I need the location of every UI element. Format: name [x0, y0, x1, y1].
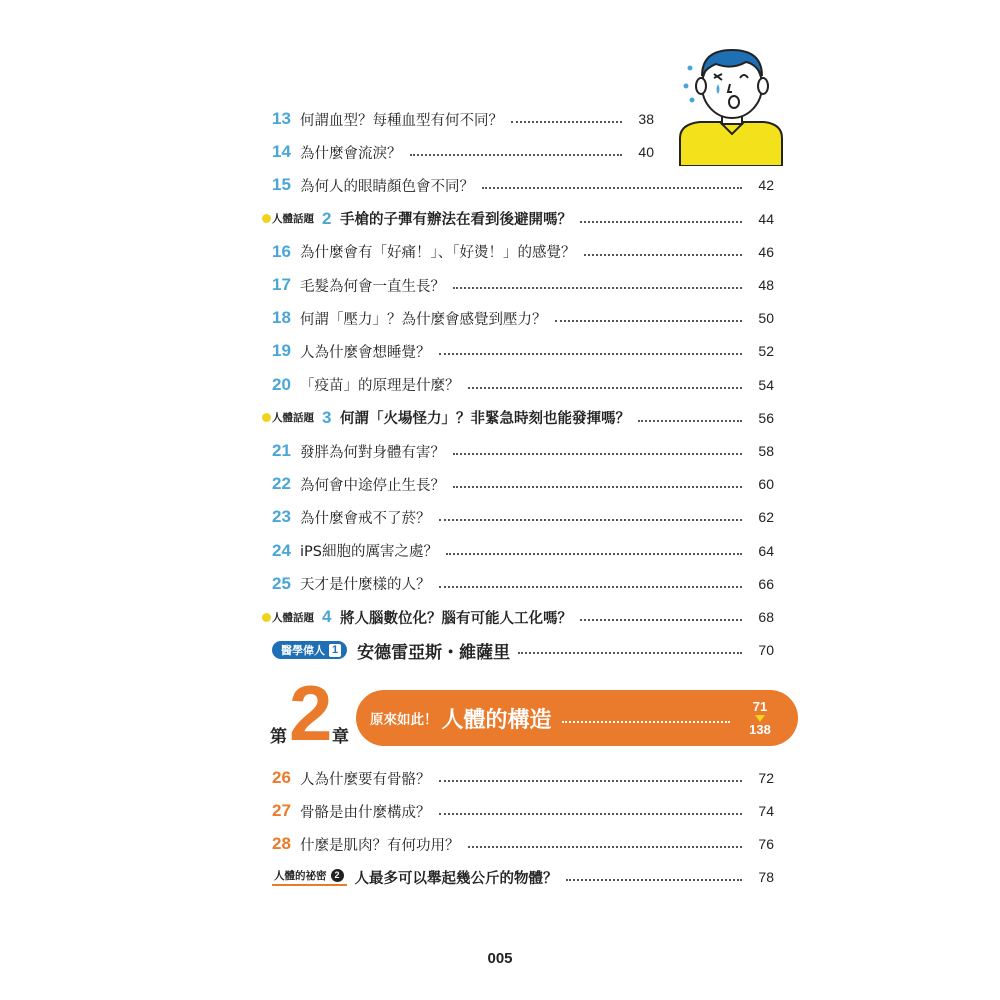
toc-row-topic [272, 605, 774, 629]
leader-dots [453, 486, 742, 488]
leader-dots [453, 287, 742, 289]
leader-dots [511, 121, 622, 123]
toc-page-number: 48 [758, 277, 774, 293]
leader-dots [439, 780, 743, 782]
toc-item-number: 15 [272, 175, 291, 195]
page-number: 005 [487, 950, 513, 967]
topic-badge [262, 209, 340, 229]
toc-page-number: 64 [758, 542, 774, 559]
leader-dots [446, 553, 742, 555]
toc-row-item [272, 306, 774, 330]
medical-pioneer-number: 1 [329, 644, 341, 657]
toc-page-number: 66 [758, 575, 774, 592]
toc-item-title: 何謂血型？每種血型有何不同？ [300, 112, 503, 129]
toc-row-topic [272, 406, 774, 430]
toc-row-item [272, 505, 774, 529]
toc-item-title: 人為什麼要有骨骼？ [300, 771, 431, 788]
toc-item-title: iPS細胞的厲害之處？ [300, 544, 438, 561]
leader-dots [439, 813, 743, 815]
toc-page-number: 54 [758, 376, 774, 393]
leader-dots [580, 619, 742, 621]
toc-row-item [272, 240, 774, 264]
toc-item-number: 18 [272, 308, 291, 328]
topic-badge [262, 408, 340, 428]
toc-item-title: 安德雷亞斯・維薩里 [357, 642, 511, 663]
leader-dots [439, 586, 743, 588]
toc-row-item [272, 832, 774, 856]
toc-page-number: 38 [638, 111, 654, 127]
toc-page-number: 76 [758, 836, 774, 852]
toc-item-number: 13 [272, 109, 291, 128]
toc-item-title: 「疫苗」的原理是什麼？ [300, 378, 460, 395]
leader-dots [638, 420, 742, 422]
leader-dots [468, 387, 743, 389]
body-secret-number: 2 [331, 869, 344, 882]
topic-label: 人體話題 [272, 213, 314, 226]
toc-page-number: 78 [758, 869, 774, 885]
chapter-page-range [740, 700, 780, 737]
toc-page-number: 60 [758, 476, 774, 493]
chapter-title-pill [356, 690, 798, 746]
medical-pioneer-badge [272, 641, 347, 659]
toc-item-number: 19 [272, 341, 291, 361]
toc-row-item [272, 273, 774, 297]
toc-page-number: 58 [758, 443, 774, 459]
toc-item-title: 為什麼會有「好痛！」、「好燙！」的感覺？ [300, 245, 576, 262]
toc-row-item [272, 472, 774, 496]
toc-page-number: 52 [758, 343, 774, 360]
leader-dots [453, 453, 742, 455]
chapter-header [270, 669, 800, 757]
toc-item-title: 為何人的眼睛顏色會不同？ [300, 178, 474, 195]
medical-pioneer-label: 醫學偉人 [281, 644, 325, 658]
toc-item-title: 為什麼會戒不了菸？ [300, 510, 431, 527]
toc-item-number: 14 [272, 142, 291, 162]
leader-dots [468, 846, 743, 848]
yellow-dot-icon [262, 413, 271, 422]
toc-item-number: 20 [272, 374, 291, 394]
toc-item-number: 25 [272, 573, 291, 593]
toc-row-item [272, 572, 774, 596]
leader-dots [580, 221, 742, 223]
toc-page-number: 70 [758, 642, 774, 659]
toc-row-secret [272, 865, 774, 889]
toc-item-title: 何謂「壓力」？為什麼會感覺到壓力？ [300, 311, 547, 328]
topic-number: 4 [322, 607, 332, 626]
toc-item-title: 為什麼會流淚？ [300, 145, 402, 162]
chapter-range-start: 71 [752, 698, 768, 714]
toc-item-title: 毛髮為何會一直生長？ [300, 278, 445, 295]
toc-row-item [272, 173, 774, 197]
leader-dots [518, 652, 742, 654]
toc-item-title: 將人腦數位化？腦有可能人工化嗎？ [340, 610, 572, 627]
topic-label: 人體話題 [272, 611, 314, 624]
toc-item-title: 天才是什麼樣的人？ [300, 577, 431, 594]
leader-dots [555, 320, 743, 322]
topic-number: 3 [322, 407, 332, 427]
yellow-dot-icon [262, 613, 271, 622]
toc-page-number: 56 [758, 409, 774, 426]
topic-number: 2 [322, 208, 332, 228]
leader-dots [482, 187, 742, 189]
leader-dots [566, 879, 743, 881]
toc-item-title: 何謂「火場怪力」？非緊急時刻也能發揮嗎？ [340, 411, 630, 428]
toc-row-item [272, 439, 774, 463]
body-secret-label: 人體的祕密 [274, 870, 327, 882]
toc-item-title: 手槍的子彈有辦法在看到後避開嗎？ [340, 212, 572, 229]
yellow-dot-icon [262, 214, 271, 223]
leader-dots [562, 721, 730, 723]
toc-item-number: 21 [272, 441, 291, 460]
toc-row-topic [272, 207, 774, 231]
toc-item-number: 17 [272, 275, 291, 294]
chapter-number: 2 [289, 669, 333, 757]
toc-row-item [272, 339, 774, 363]
toc-item-number: 16 [272, 241, 291, 261]
toc-item-title: 人為什麼會想睡覺？ [300, 344, 431, 361]
chapter-title: 人體的構造 [441, 707, 552, 733]
toc-page-number: 68 [758, 609, 774, 625]
arrow-down-icon [755, 715, 765, 722]
leader-dots [410, 154, 623, 156]
chapter-subtitle: 原來如此！ [370, 712, 438, 728]
toc-item-number: 26 [272, 768, 291, 787]
chapter-range-end: 138 [749, 721, 771, 737]
toc-row-item [272, 539, 774, 563]
toc-item-number: 23 [272, 507, 291, 527]
toc-item-number: 28 [272, 834, 291, 853]
toc-page-number: 72 [758, 770, 774, 786]
toc-page-number: 62 [758, 509, 774, 526]
topic-label: 人體話題 [272, 412, 314, 425]
toc-item-title: 人最多可以舉起幾公斤的物體？ [354, 870, 558, 887]
toc-row-item [272, 140, 654, 164]
toc-row-medic [272, 638, 774, 662]
toc-row-item [272, 107, 654, 131]
chapter-prefix: 第 [270, 727, 287, 747]
leader-dots [439, 519, 743, 521]
body-secret-badge [272, 868, 347, 886]
crying-boy-illustration [676, 42, 788, 166]
toc-page-number: 44 [758, 210, 774, 227]
toc-item-title: 什麼是肌肉？有何功用？ [300, 837, 460, 854]
toc-row-item [272, 799, 774, 823]
toc-page-number: 42 [758, 177, 774, 194]
chapter-suffix: 章 [332, 727, 349, 747]
topic-badge [262, 607, 340, 627]
toc-item-title: 發胖為何對身體有害？ [300, 444, 445, 461]
toc-page-number: 74 [758, 803, 774, 819]
toc-row-item [272, 766, 774, 790]
toc-item-number: 27 [272, 801, 291, 820]
toc-row-item [272, 373, 774, 397]
toc-item-title: 骨骼是由什麼構成？ [300, 804, 431, 821]
toc-page-number: 46 [758, 243, 774, 260]
leader-dots [439, 353, 743, 355]
leader-dots [584, 254, 743, 256]
toc-page-number: 40 [638, 144, 654, 161]
toc-item-number: 24 [272, 540, 291, 560]
toc-page-number: 50 [758, 310, 774, 327]
toc-item-title: 為何會中途停止生長？ [300, 477, 445, 494]
toc-item-number: 22 [272, 474, 291, 494]
